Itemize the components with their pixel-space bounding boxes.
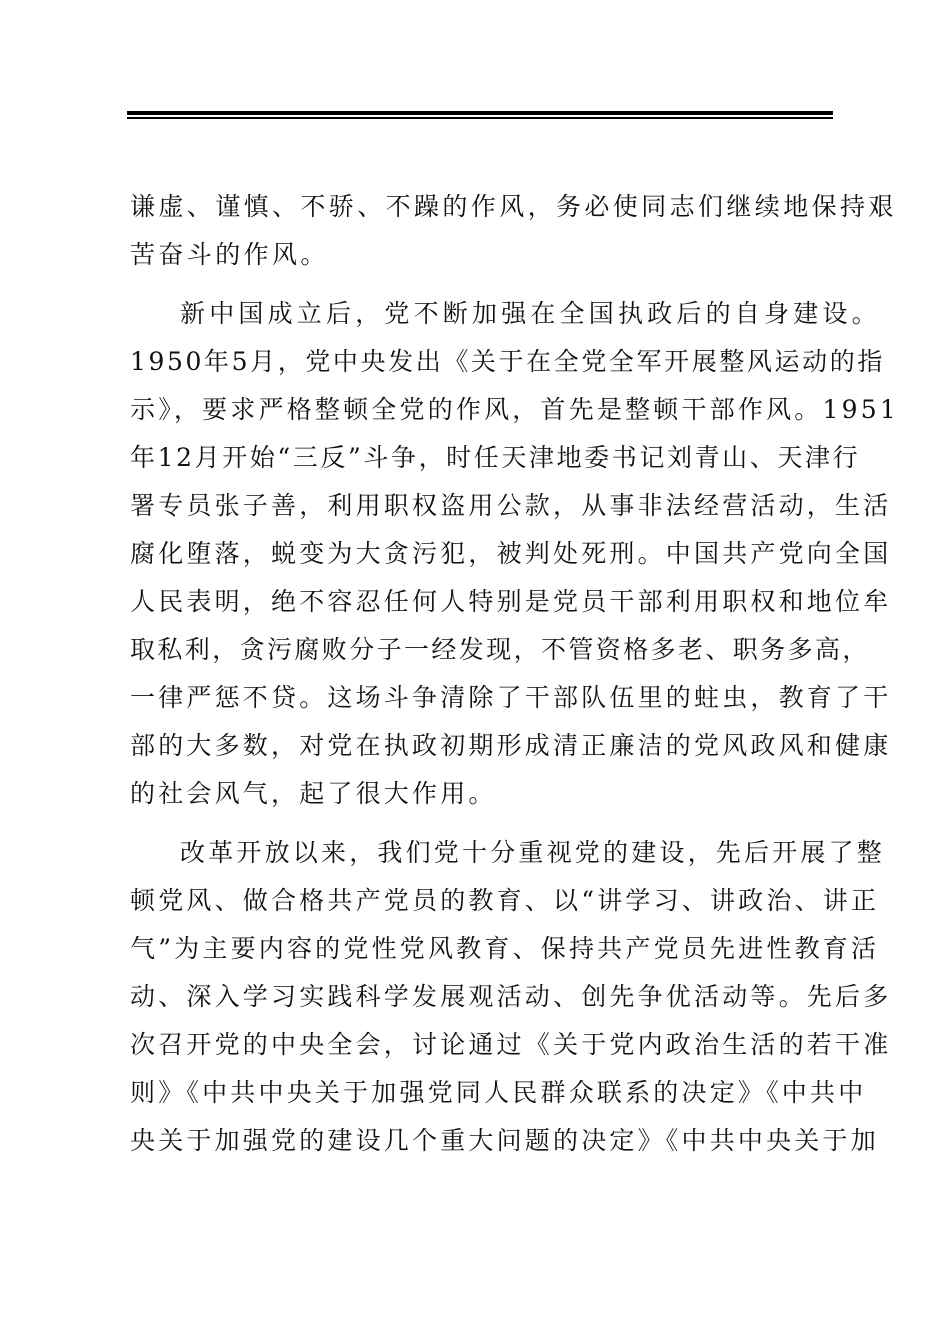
text-line: 人民表明，绝不容忍任何人特别是党员干部利用职权和地位牟 (130, 587, 892, 616)
text-line: 1950年5月，党中央发出《关于在全党全军开展整风运动的指 (130, 347, 885, 376)
text-line: 署专员张子善，利用职权盗用公款，从事非法经营活动，生活 (130, 491, 892, 520)
paragraph (130, 183, 897, 279)
text-line: 取私利，贪污腐败分子一经发现，不管资格多老、职务多高， (130, 635, 870, 664)
text-line: 部的大多数，对党在执政初期形成清正廉洁的党风政风和健康 (130, 731, 892, 760)
paragraph (130, 290, 899, 818)
text-line: 则》《中共中央关于加强党同人民群众联系的决定》《中共中 (130, 1078, 867, 1107)
text-line: 年12月开始“三反”斗争，时任天津地委书记刘青山、天津行 (130, 443, 861, 472)
text-line: 苦奋斗的作风。 (130, 240, 329, 269)
text-line: 次召开党的中央全会，讨论通过《关于党内政治生活的若干准 (130, 1030, 892, 1059)
text-line: 谦虚、谨慎、不骄、不躁的作风，务必使同志们继续地保持艰 (130, 192, 897, 221)
text-line: 新中国成立后，党不断加强在全国执政后的自身建设。 (180, 299, 881, 328)
text-line: 央关于加强党的建设几个重大问题的决定》《中共中央关于加 (130, 1126, 879, 1155)
text-line: 一律严惩不贷。这场斗争清除了干部队伍里的蛀虫，教育了干 (130, 683, 892, 712)
text-line: 顿党风、做合格共产党员的教育、以“讲学习、讲政治、讲正 (130, 886, 880, 915)
text-line: 示》，要求严格整顿全党的作风，首先是整顿干部作风。1951 (130, 395, 899, 424)
document-body (130, 183, 899, 1165)
text-line: 腐化堕落，蜕变为大贪污犯，被判处死刑。中国共产党向全国 (130, 539, 892, 568)
header-double-rule (127, 111, 833, 119)
header-rule-thin (127, 117, 833, 119)
text-line: 的社会风气，起了很大作用。 (130, 779, 497, 808)
text-line: 改革开放以来，我们党十分重视党的建设，先后开展了整 (180, 838, 886, 867)
text-line: 气”为主要内容的党性党风教育、保持共产党员先进性教育活 (130, 934, 880, 963)
paragraph (130, 829, 892, 1165)
text-line: 动、深入学习实践科学发展观活动、创先争优活动等。先后多 (130, 982, 892, 1011)
